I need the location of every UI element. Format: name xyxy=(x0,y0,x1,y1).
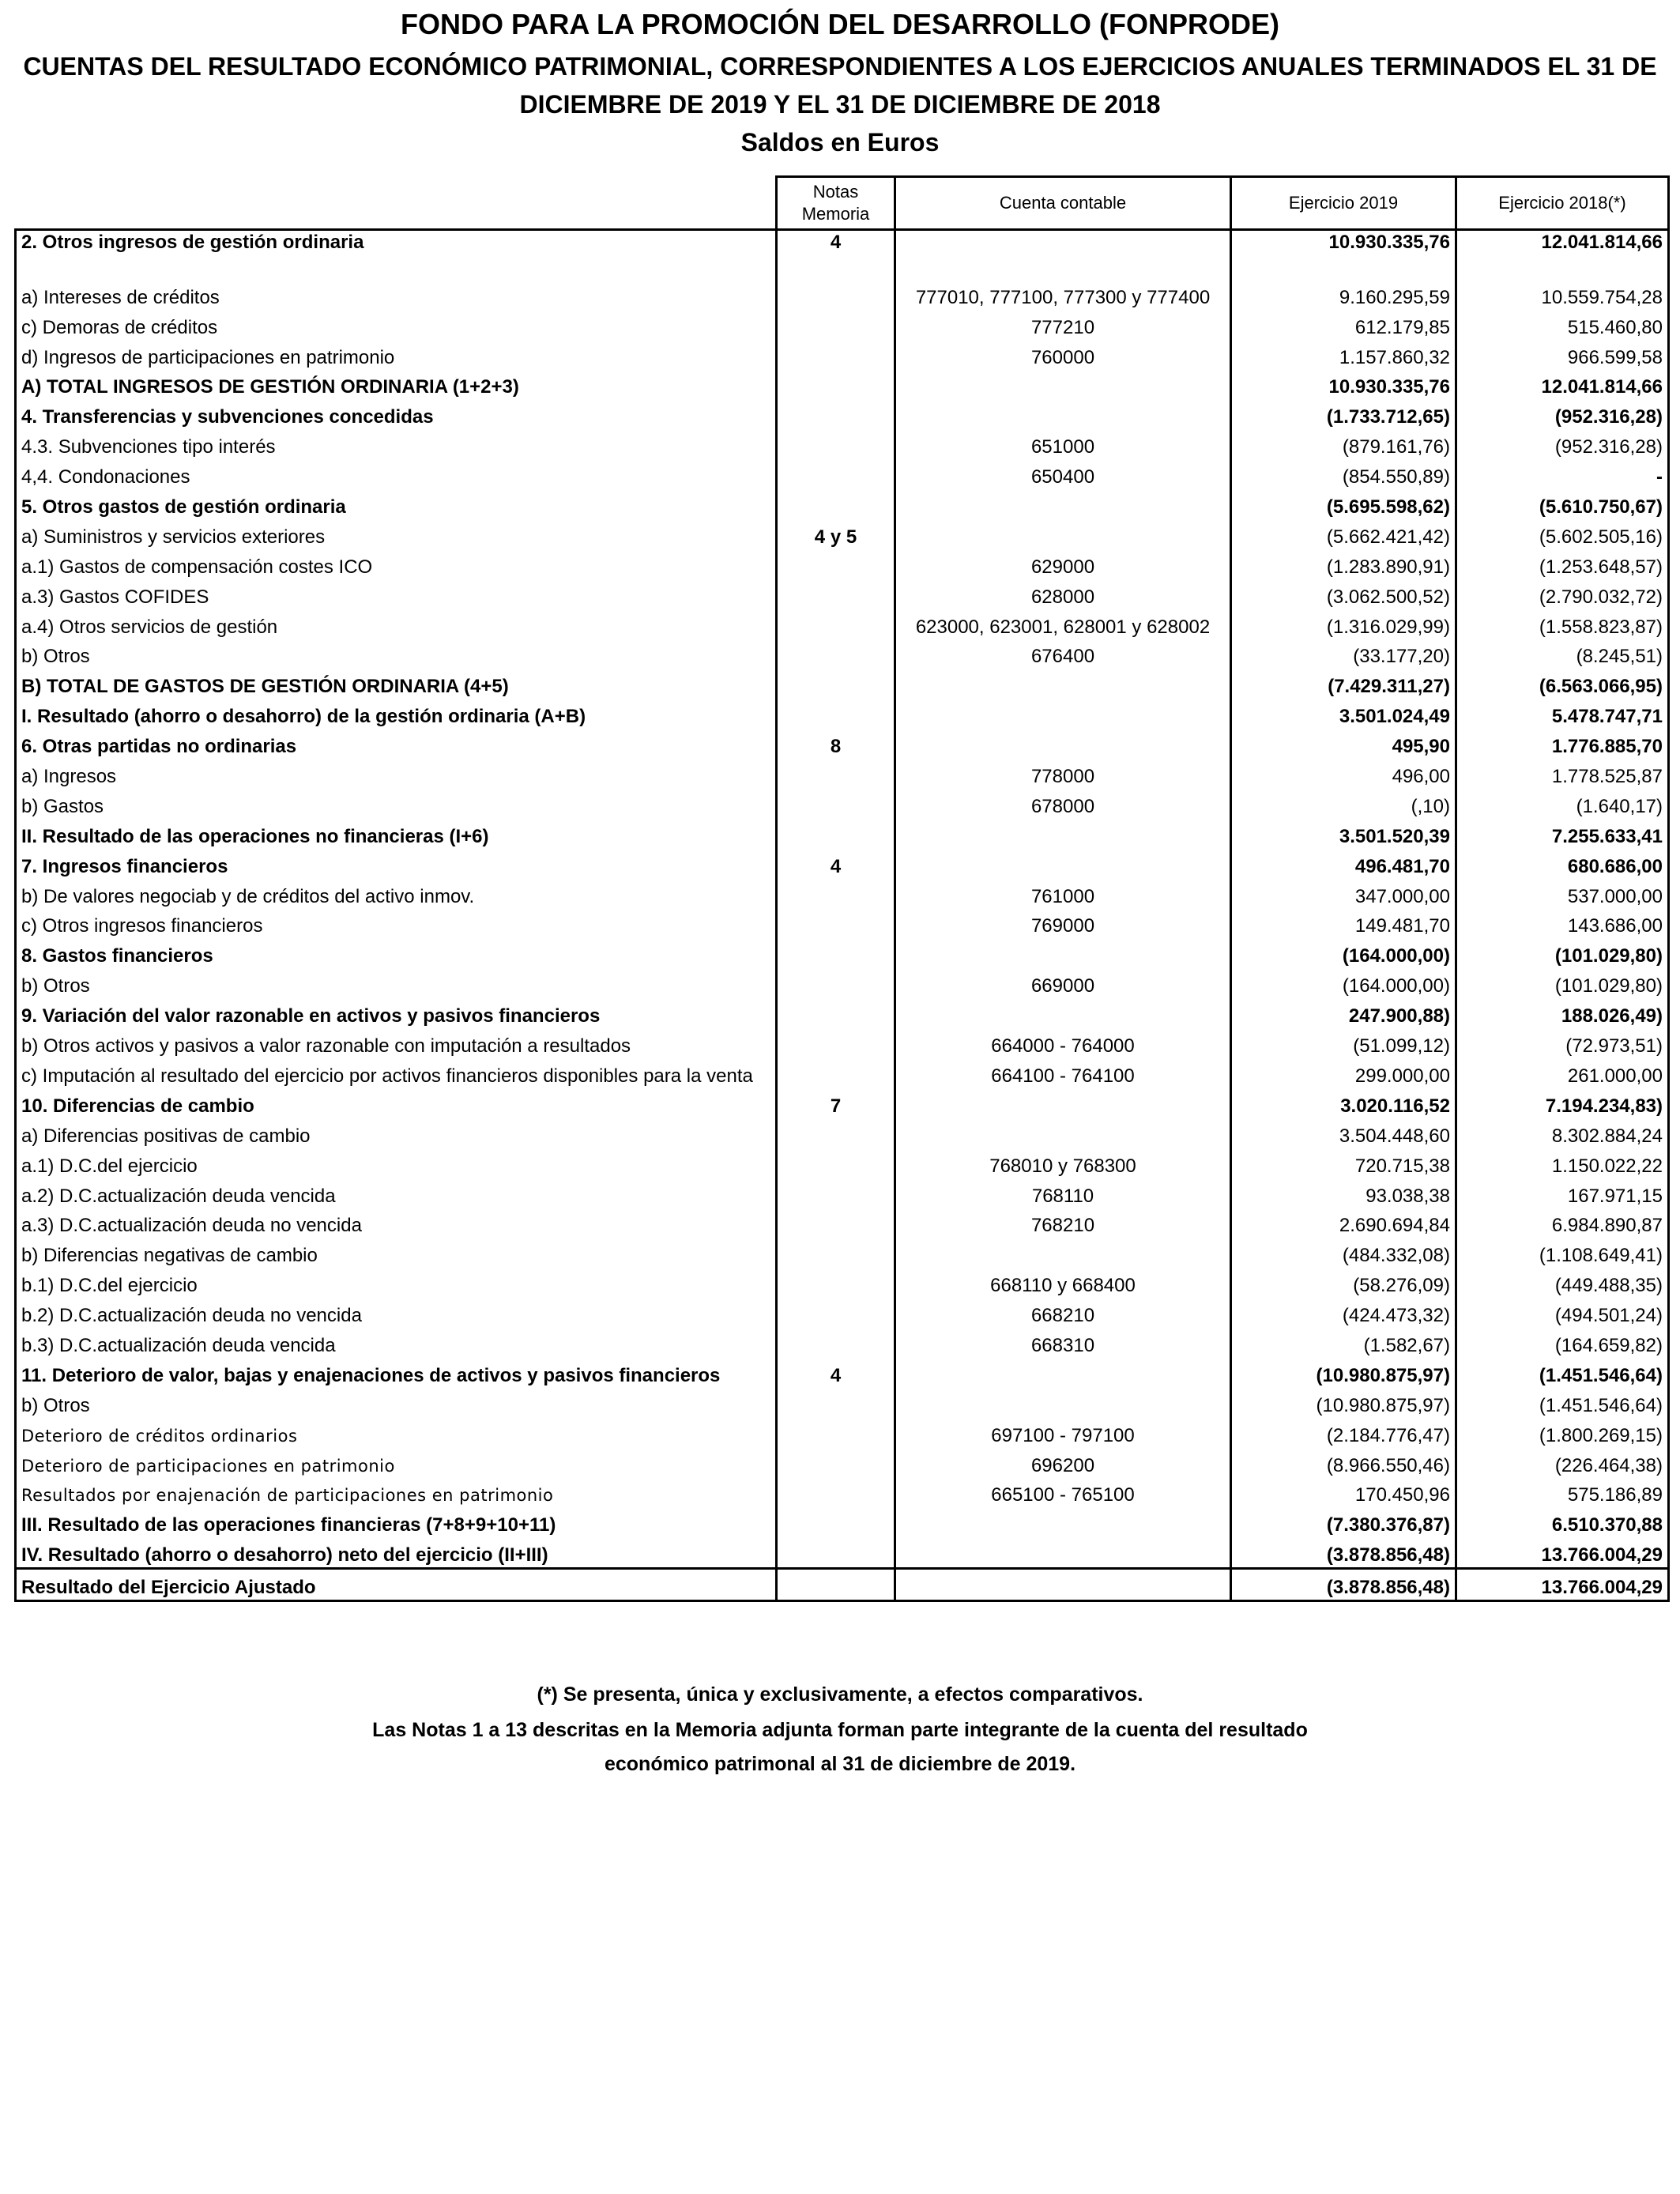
row-notes xyxy=(777,669,895,699)
row-label: IV. Resultado (ahorro o desahorro) neto del ejercicio (II+III) xyxy=(16,1537,777,1568)
row-value-2019: (164.000,00) xyxy=(1231,968,1456,998)
row-value-2018: (6.563.066,95) xyxy=(1456,669,1669,699)
row-account xyxy=(895,261,1231,280)
row-label: 2. Otros ingresos de gestión ordinaria xyxy=(16,230,777,261)
table-row xyxy=(16,1388,1669,1418)
row-account xyxy=(895,399,1231,429)
row-account: 629000 xyxy=(895,549,1231,579)
row-notes xyxy=(777,310,895,340)
row-account xyxy=(895,1507,1231,1537)
row-value-2018: (72.973,51) xyxy=(1456,1028,1669,1058)
row-value-2018: (226.464,38) xyxy=(1456,1448,1669,1478)
row-value-2019: (7.380.376,87) xyxy=(1231,1507,1456,1537)
row-account: 664100 - 764100 xyxy=(895,1058,1231,1088)
table-row xyxy=(16,1358,1669,1388)
row-value-2018: 10.559.754,28 xyxy=(1456,280,1669,310)
row-value-2018: 5.478.747,71 xyxy=(1456,699,1669,729)
row-notes xyxy=(777,909,895,939)
footnote-notes-line2: económico patrimonal al 31 de diciembre de 2019. xyxy=(604,1753,1076,1775)
row-notes xyxy=(777,609,895,639)
table-row xyxy=(16,729,1669,759)
row-account: 761000 xyxy=(895,879,1231,909)
table-body xyxy=(16,230,1669,1601)
table-row xyxy=(16,1448,1669,1478)
row-account xyxy=(895,1537,1231,1568)
row-value-2018: 13.766.004,29 xyxy=(1456,1537,1669,1568)
table-row xyxy=(16,998,1669,1028)
row-account: 697100 - 797100 xyxy=(895,1418,1231,1448)
row-value-2019: 149.481,70 xyxy=(1231,909,1456,939)
row-value-2018: (1.451.546,64) xyxy=(1456,1388,1669,1418)
row-notes xyxy=(777,1058,895,1088)
row-account: 651000 xyxy=(895,429,1231,459)
row-value-2019: 612.179,85 xyxy=(1231,310,1456,340)
row-notes xyxy=(777,1418,895,1448)
table-row xyxy=(16,519,1669,549)
header-year-2018: Ejercicio 2018(*) xyxy=(1456,177,1669,230)
table-row xyxy=(16,340,1669,370)
row-value-2018: (1.640,17) xyxy=(1456,789,1669,819)
row-value-2019: 93.038,38 xyxy=(1231,1178,1456,1208)
row-notes: 7 xyxy=(777,1088,895,1118)
report-subtitle-line1: CUENTAS DEL RESULTADO ECONÓMICO PATRIMONIAL, CORRESPONDIENTES A LOS EJERCICIOS ANUALES TERMINADOS EL 31 DE xyxy=(23,52,1657,81)
row-value-2018: (164.659,82) xyxy=(1456,1328,1669,1358)
row-notes xyxy=(777,1478,895,1508)
row-label: a) Diferencias positivas de cambio xyxy=(16,1118,777,1148)
row-value-2018: (449.488,35) xyxy=(1456,1268,1669,1298)
row-label: b) Otros xyxy=(16,639,777,669)
report-title: FONDO PARA LA PROMOCIÓN DEL DESARROLLO (FONPRODE) xyxy=(401,8,1279,40)
row-label: a.4) Otros servicios de gestión xyxy=(16,609,777,639)
table-row xyxy=(16,789,1669,819)
row-account: 668210 xyxy=(895,1298,1231,1328)
row-notes xyxy=(777,789,895,819)
row-label: A) TOTAL INGRESOS DE GESTIÓN ORDINARIA (1+2+3) xyxy=(16,370,777,400)
row-account xyxy=(895,849,1231,879)
table-row xyxy=(16,230,1669,261)
row-label: I. Resultado (ahorro o desahorro) de la gestión ordinaria (A+B) xyxy=(16,699,777,729)
row-value-2018: (1.108.649,41) xyxy=(1456,1238,1669,1268)
row-notes xyxy=(777,370,895,400)
row-value-2018: 8.302.884,24 xyxy=(1456,1118,1669,1148)
row-label: 9. Variación del valor razonable en activos y pasivos financieros xyxy=(16,998,777,1028)
row-value-2018: 6.984.890,87 xyxy=(1456,1208,1669,1238)
row-value-2019: (3.878.856,48) xyxy=(1231,1569,1456,1601)
row-label: b.3) D.C.actualización deuda vencida xyxy=(16,1328,777,1358)
table-row xyxy=(16,759,1669,789)
row-value-2019 xyxy=(1231,261,1456,280)
row-account: 768010 y 768300 xyxy=(895,1148,1231,1178)
row-account: 696200 xyxy=(895,1448,1231,1478)
row-notes xyxy=(777,1238,895,1268)
row-value-2019: (3.062.500,52) xyxy=(1231,579,1456,609)
row-value-2018: 575.186,89 xyxy=(1456,1478,1669,1508)
row-label xyxy=(16,261,777,280)
row-value-2019: 10.930.335,76 xyxy=(1231,230,1456,261)
row-label: 4. Transferencias y subvenciones concedidas xyxy=(16,399,777,429)
row-value-2018: (952.316,28) xyxy=(1456,399,1669,429)
row-account: 664000 - 764000 xyxy=(895,1028,1231,1058)
table-row xyxy=(16,1298,1669,1328)
row-account: 760000 xyxy=(895,340,1231,370)
row-notes xyxy=(777,579,895,609)
row-account: 777010, 777100, 777300 y 777400 xyxy=(895,280,1231,310)
report-units: Saldos en Euros xyxy=(740,128,940,156)
table-row xyxy=(16,1028,1669,1058)
table-row xyxy=(16,1537,1669,1568)
row-account xyxy=(895,230,1231,261)
row-notes xyxy=(777,399,895,429)
row-notes xyxy=(777,1388,895,1418)
row-value-2018: (8.245,51) xyxy=(1456,639,1669,669)
row-value-2019: 3.020.116,52 xyxy=(1231,1088,1456,1118)
table-row xyxy=(16,1178,1669,1208)
row-value-2018: 680.686,00 xyxy=(1456,849,1669,879)
header-year-2019: Ejercicio 2019 xyxy=(1231,177,1456,230)
table-row xyxy=(16,310,1669,340)
row-value-2019: (1.283.890,91) xyxy=(1231,549,1456,579)
table-row xyxy=(16,968,1669,998)
row-notes xyxy=(777,261,895,280)
table-row xyxy=(16,669,1669,699)
row-notes xyxy=(777,1448,895,1478)
table-row xyxy=(16,1238,1669,1268)
row-value-2019: (33.177,20) xyxy=(1231,639,1456,669)
row-value-2018: 13.766.004,29 xyxy=(1456,1569,1669,1601)
row-account xyxy=(895,370,1231,400)
row-value-2019: 3.501.520,39 xyxy=(1231,819,1456,849)
row-value-2019: (3.878.856,48) xyxy=(1231,1537,1456,1568)
row-notes xyxy=(777,759,895,789)
table-row xyxy=(16,1569,1669,1601)
row-label: d) Ingresos de participaciones en patrimonio xyxy=(16,340,777,370)
row-notes: 4 y 5 xyxy=(777,519,895,549)
row-value-2019: 10.930.335,76 xyxy=(1231,370,1456,400)
row-account: 676400 xyxy=(895,639,1231,669)
row-notes xyxy=(777,968,895,998)
table-row xyxy=(16,699,1669,729)
row-account: 768110 xyxy=(895,1178,1231,1208)
table-row xyxy=(16,1148,1669,1178)
row-value-2019: (1.582,67) xyxy=(1231,1328,1456,1358)
row-value-2018: (101.029,80) xyxy=(1456,938,1669,968)
row-value-2019: 170.450,96 xyxy=(1231,1478,1456,1508)
row-account: 623000, 623001, 628001 y 628002 xyxy=(895,609,1231,639)
row-value-2018: 1.778.525,87 xyxy=(1456,759,1669,789)
row-value-2019: 3.501.024,49 xyxy=(1231,699,1456,729)
table-row xyxy=(16,1418,1669,1448)
row-value-2019: 496,00 xyxy=(1231,759,1456,789)
row-value-2019: 496.481,70 xyxy=(1231,849,1456,879)
table-row xyxy=(16,849,1669,879)
row-account xyxy=(895,729,1231,759)
row-label: b) Otros activos y pasivos a valor razonable con imputación a resultados xyxy=(16,1028,777,1058)
row-account: 768210 xyxy=(895,1208,1231,1238)
header-blank-cell xyxy=(16,177,777,230)
row-value-2019: (879.161,76) xyxy=(1231,429,1456,459)
row-value-2019: (5.662.421,42) xyxy=(1231,519,1456,549)
row-value-2018: 7.194.234,83) xyxy=(1456,1088,1669,1118)
row-notes xyxy=(777,998,895,1028)
row-value-2018: 12.041.814,66 xyxy=(1456,230,1669,261)
row-value-2018: (952.316,28) xyxy=(1456,429,1669,459)
row-account xyxy=(895,1388,1231,1418)
table-row xyxy=(16,639,1669,669)
row-value-2018: 1.776.885,70 xyxy=(1456,729,1669,759)
row-value-2019: (164.000,00) xyxy=(1231,938,1456,968)
row-value-2019: (2.184.776,47) xyxy=(1231,1418,1456,1448)
row-value-2018 xyxy=(1456,261,1669,280)
row-label: c) Demoras de créditos xyxy=(16,310,777,340)
row-label: b) Otros xyxy=(16,1388,777,1418)
row-account xyxy=(895,1118,1231,1148)
row-account xyxy=(895,1569,1231,1601)
row-notes xyxy=(777,280,895,310)
row-value-2019: (,10) xyxy=(1231,789,1456,819)
row-account xyxy=(895,489,1231,519)
row-notes xyxy=(777,1328,895,1358)
row-label: 5. Otros gastos de gestión ordinaria xyxy=(16,489,777,519)
table-row xyxy=(16,1058,1669,1088)
row-label: b) Gastos xyxy=(16,789,777,819)
table-row xyxy=(16,459,1669,489)
row-notes xyxy=(777,1178,895,1208)
row-label: Deterioro de participaciones en patrimonio xyxy=(16,1448,777,1478)
row-value-2018: 966.599,58 xyxy=(1456,340,1669,370)
row-label: 10. Diferencias de cambio xyxy=(16,1088,777,1118)
row-notes xyxy=(777,1507,895,1537)
row-label: b) Diferencias negativas de cambio xyxy=(16,1238,777,1268)
row-value-2019: 720.715,38 xyxy=(1231,1148,1456,1178)
row-value-2019: (1.316.029,99) xyxy=(1231,609,1456,639)
header-notes-line2: Memoria xyxy=(801,204,870,224)
row-label: 4,4. Condonaciones xyxy=(16,459,777,489)
row-account: 665100 - 765100 xyxy=(895,1478,1231,1508)
row-label: 4.3. Subvenciones tipo interés xyxy=(16,429,777,459)
row-value-2018: (2.790.032,72) xyxy=(1456,579,1669,609)
row-value-2018: (1.558.823,87) xyxy=(1456,609,1669,639)
row-notes xyxy=(777,819,895,849)
row-value-2019: (424.473,32) xyxy=(1231,1298,1456,1328)
row-value-2019: 3.504.448,60 xyxy=(1231,1118,1456,1148)
row-notes xyxy=(777,489,895,519)
table-header-row xyxy=(16,177,1669,230)
row-account xyxy=(895,699,1231,729)
table-row xyxy=(16,1478,1669,1508)
row-account: 769000 xyxy=(895,909,1231,939)
row-notes: 4 xyxy=(777,230,895,261)
table-row xyxy=(16,370,1669,400)
table-row xyxy=(16,1507,1669,1537)
row-notes xyxy=(777,549,895,579)
row-value-2018: 167.971,15 xyxy=(1456,1178,1669,1208)
row-value-2019: (51.099,12) xyxy=(1231,1028,1456,1058)
table-row xyxy=(16,489,1669,519)
row-value-2018: 143.686,00 xyxy=(1456,909,1669,939)
row-value-2018: 515.460,80 xyxy=(1456,310,1669,340)
row-account: 668310 xyxy=(895,1328,1231,1358)
row-account xyxy=(895,1088,1231,1118)
table-row xyxy=(16,399,1669,429)
row-account: 669000 xyxy=(895,968,1231,998)
row-value-2019: 495,90 xyxy=(1231,729,1456,759)
row-value-2018: (1.800.269,15) xyxy=(1456,1418,1669,1448)
table-row xyxy=(16,280,1669,310)
row-value-2018: 7.255.633,41 xyxy=(1456,819,1669,849)
row-value-2018: (494.501,24) xyxy=(1456,1298,1669,1328)
row-notes xyxy=(777,938,895,968)
row-label: a) Intereses de créditos xyxy=(16,280,777,310)
row-label: a) Suministros y servicios exteriores xyxy=(16,519,777,549)
table-row xyxy=(16,429,1669,459)
table-row xyxy=(16,1208,1669,1238)
row-value-2018: (1.253.648,57) xyxy=(1456,549,1669,579)
row-value-2018: (1.451.546,64) xyxy=(1456,1358,1669,1388)
row-label: 6. Otras partidas no ordinarias xyxy=(16,729,777,759)
row-value-2019: (10.980.875,97) xyxy=(1231,1388,1456,1418)
row-value-2019: (5.695.598,62) xyxy=(1231,489,1456,519)
row-account xyxy=(895,998,1231,1028)
row-account xyxy=(895,938,1231,968)
row-notes xyxy=(777,1537,895,1568)
row-notes xyxy=(777,1569,895,1601)
row-notes: 8 xyxy=(777,729,895,759)
footnote-notes-line1: Las Notas 1 a 13 descritas en la Memoria adjunta forman parte integrante de la cuenta del resultado xyxy=(372,1719,1308,1741)
row-label: a.1) D.C.del ejercicio xyxy=(16,1148,777,1178)
footnote-comparative: (*) Se presenta, única y exclusivamente, a efectos comparativos. xyxy=(537,1683,1143,1706)
row-value-2018: 6.510.370,88 xyxy=(1456,1507,1669,1537)
row-value-2019: (10.980.875,97) xyxy=(1231,1358,1456,1388)
table-row xyxy=(16,1118,1669,1148)
row-value-2019: 9.160.295,59 xyxy=(1231,280,1456,310)
row-value-2019: (1.733.712,65) xyxy=(1231,399,1456,429)
table-row xyxy=(16,938,1669,968)
row-value-2018: (5.610.750,67) xyxy=(1456,489,1669,519)
header-notes-line1: Notas xyxy=(812,182,859,202)
row-label: B) TOTAL DE GASTOS DE GESTIÓN ORDINARIA (4+5) xyxy=(16,669,777,699)
row-notes xyxy=(777,1268,895,1298)
row-account xyxy=(895,669,1231,699)
row-value-2019: (58.276,09) xyxy=(1231,1268,1456,1298)
row-account: 650400 xyxy=(895,459,1231,489)
income-statement-table xyxy=(14,175,1670,1602)
row-notes xyxy=(777,1208,895,1238)
table-row xyxy=(16,1328,1669,1358)
row-value-2018: 261.000,00 xyxy=(1456,1058,1669,1088)
row-notes xyxy=(777,1298,895,1328)
row-label: a.1) Gastos de compensación costes ICO xyxy=(16,549,777,579)
row-notes xyxy=(777,340,895,370)
row-account xyxy=(895,1358,1231,1388)
table-row xyxy=(16,1088,1669,1118)
row-notes xyxy=(777,429,895,459)
row-notes xyxy=(777,1118,895,1148)
table-row xyxy=(16,909,1669,939)
row-label: c) Otros ingresos financieros xyxy=(16,909,777,939)
row-label: III. Resultado de las operaciones financieras (7+8+9+10+11) xyxy=(16,1507,777,1537)
row-notes xyxy=(777,1148,895,1178)
row-label: a.3) D.C.actualización deuda no vencida xyxy=(16,1208,777,1238)
row-notes: 4 xyxy=(777,849,895,879)
row-account xyxy=(895,1238,1231,1268)
row-label: b) Otros xyxy=(16,968,777,998)
header-account: Cuenta contable xyxy=(895,177,1231,230)
row-value-2018: 12.041.814,66 xyxy=(1456,370,1669,400)
table-row xyxy=(16,1268,1669,1298)
row-label: 7. Ingresos financieros xyxy=(16,849,777,879)
row-label: a) Ingresos xyxy=(16,759,777,789)
row-value-2018: (5.602.505,16) xyxy=(1456,519,1669,549)
row-notes xyxy=(777,699,895,729)
row-value-2018: 188.026,49) xyxy=(1456,998,1669,1028)
row-account xyxy=(895,519,1231,549)
row-label: Resultado del Ejercicio Ajustado xyxy=(16,1569,777,1601)
row-notes: 4 xyxy=(777,1358,895,1388)
row-account: 777210 xyxy=(895,310,1231,340)
row-label: b) De valores negociab y de créditos del activo inmov. xyxy=(16,879,777,909)
report-subtitle-line2: DICIEMBRE DE 2019 Y EL 31 DE DICIEMBRE DE 2018 xyxy=(519,90,1161,119)
table-row xyxy=(16,819,1669,849)
row-value-2019: 1.157.860,32 xyxy=(1231,340,1456,370)
row-value-2019: (484.332,08) xyxy=(1231,1238,1456,1268)
row-value-2019: 347.000,00 xyxy=(1231,879,1456,909)
row-value-2018: 537.000,00 xyxy=(1456,879,1669,909)
table-row xyxy=(16,879,1669,909)
row-notes xyxy=(777,879,895,909)
row-value-2018: - xyxy=(1456,459,1669,489)
row-account: 668110 y 668400 xyxy=(895,1268,1231,1298)
row-label: a.2) D.C.actualización deuda vencida xyxy=(16,1178,777,1208)
row-value-2019: (854.550,89) xyxy=(1231,459,1456,489)
row-label: II. Resultado de las operaciones no financieras (I+6) xyxy=(16,819,777,849)
row-notes xyxy=(777,459,895,489)
row-label: 11. Deterioro de valor, bajas y enajenaciones de activos y pasivos financieros xyxy=(16,1358,777,1388)
table-row xyxy=(16,609,1669,639)
row-value-2019: 299.000,00 xyxy=(1231,1058,1456,1088)
row-label: Deterioro de créditos ordinarios xyxy=(16,1418,777,1448)
row-label: c) Imputación al resultado del ejercicio por activos financieros disponibles para la venta xyxy=(16,1058,777,1088)
row-account: 628000 xyxy=(895,579,1231,609)
row-label: 8. Gastos financieros xyxy=(16,938,777,968)
row-label: Resultados por enajenación de participaciones en patrimonio xyxy=(16,1478,777,1508)
row-notes xyxy=(777,639,895,669)
row-value-2018: (101.029,80) xyxy=(1456,968,1669,998)
table-row xyxy=(16,549,1669,579)
row-value-2018: 1.150.022,22 xyxy=(1456,1148,1669,1178)
row-value-2019: 2.690.694,84 xyxy=(1231,1208,1456,1238)
row-account xyxy=(895,819,1231,849)
row-label: b.2) D.C.actualización deuda no vencida xyxy=(16,1298,777,1328)
header-notes xyxy=(777,177,895,230)
row-notes xyxy=(777,1028,895,1058)
row-label: b.1) D.C.del ejercicio xyxy=(16,1268,777,1298)
row-value-2019: 247.900,88) xyxy=(1231,998,1456,1028)
table-row xyxy=(16,261,1669,280)
row-account: 678000 xyxy=(895,789,1231,819)
row-value-2019: (8.966.550,46) xyxy=(1231,1448,1456,1478)
table-row xyxy=(16,579,1669,609)
row-value-2019: (7.429.311,27) xyxy=(1231,669,1456,699)
row-account: 778000 xyxy=(895,759,1231,789)
row-label: a.3) Gastos COFIDES xyxy=(16,579,777,609)
